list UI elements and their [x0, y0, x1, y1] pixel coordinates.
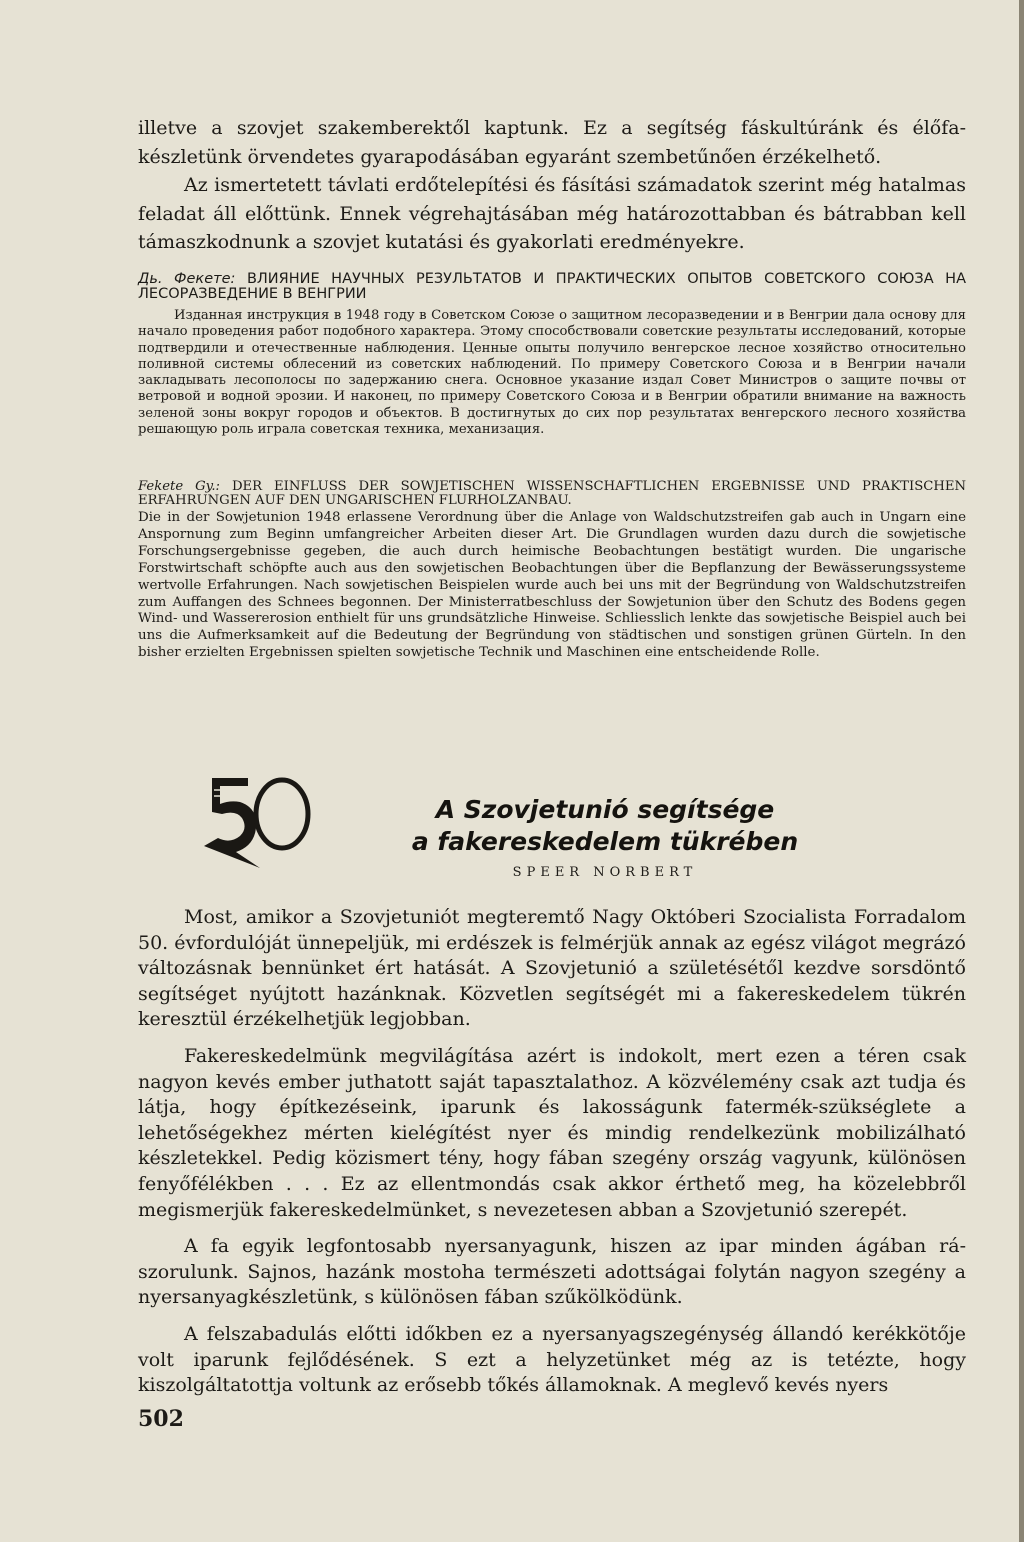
- article-paragraph-2: Fakereskedelmünk megvilágítása azért is indokolt, mert ezen a téren csak nagyon kevés ember juthatott saját tapasztalathoz. A közvélemény csak azt tudja és látja, hogy építkezéseink, iparunk és lakosságunk fatermék-szükséglete a lehetőségekhez mérten kielégítést nyer és mindig rendelkezünk mobilizálható készletekkel. Pedig közismert tény, hogy fában szegény ország vagyunk, különösen fenyőfélékben . . . Ez az ellentmondás csak akkor érthető meg, ha közelebbről megismerjük fakereskedelmünket, s nevezetesen abban a Szovjetunió szerepét.: [138, 1044, 966, 1221]
- fifty-anniversary-logo-icon: [200, 772, 318, 872]
- german-abstract: [138, 480, 966, 662]
- russian-abstract-title: ВЛИЯНИЕ НАУЧНЫХ РЕЗУЛЬТАТОВ И ПРАКТИЧЕСКИХ ОПЫТОВ СОВЕТСКОГО СОЮЗА НА ЛЕСОРАЗВЕДЕНИЕ В ВЕНГРИИ: [138, 271, 967, 302]
- article-header: [200, 772, 966, 882]
- german-abstract-heading: [138, 480, 966, 507]
- german-abstract-title: DER EINFLUSS DER SOWJETISCHEN WISSENSCHAFTLICHEN ERGEBNISSE UND PRAKTISCHEN ERFAHRUNGEN AUF DEN UNGARISCHEN FLURHOLZANBAU.: [138, 479, 966, 508]
- article-body: [138, 905, 966, 1410]
- russian-abstract-author: Дь. Фекете:: [138, 271, 236, 287]
- intro-paragraph-1: illetve a szovjet szakemberektől kaptunk. Ez a segítség fáskultúránk és élőfakészletünk örvendetes gyarapodásában egyaránt szembetűnően érzékelhető.: [138, 117, 966, 168]
- page-number: 502: [138, 1406, 184, 1432]
- russian-abstract-heading: [138, 272, 966, 302]
- russian-abstract: [138, 272, 966, 438]
- german-abstract-author: Fekete Gy.:: [138, 479, 220, 494]
- german-abstract-body: Die in der Sowjetunion 1948 erlassene Verordnung über die Anlage von Waldschutzstreifen gab auch in Ungarn eine Anspornung zum Beginn umfangreicher Arbeiten dieser Art. Die Grundlagen wurden dazu durch die sowjetische Forschungsergebnisse gegeben, die auch durch heimische Beobachtungen bestätigt wurden. Die ungarische Forstwirtschaft schöpfte auch aus den sowjetischen Beobachtungen über die Bepflanzung der Bewässerungssysteme wertvolle Erfahrungen. Nach sowjetischen Beispielen wurde auch bei uns mit der Begründung von Waldschutzstreifen zum Auffangen des Schnees begonnen. Der Ministerratbeschluss der Sowjetunion über den Schutz des Bodens gegen Wind- und Wassererosion enthielt für uns grundsätzliche Hinweise. Schliesslich lenkte das sowjetische Beispiel auch bei uns die Aufmerksamkeit auf die Bedeutung der Begründung von städtischen und sonstigen grünen Gürteln. In den bisher erzielten Ergebnissen spielten sowjetische Technik und Maschinen eine entscheidende Rolle.: [138, 510, 966, 661]
- russian-abstract-body: Изданная инструкция в 1948 году в Советском Союзе о защитном лесоразведении и в Венгрии дала основу для начало проведения работ подобного характера. Этому способствовали советские результаты исследований, которые подтвердили и отечественные наблюдения. Ценные опыты получило венгерское лесное хозяйство относительно поливной системы облесений из советских наблюдений. По примеру Советского Союза и в Венгрии начали закладывать лесополосы по задержанию снега. Основное указание издал Совет Министров о защите почвы от ветровой и водной эрозии. И наконец, по примеру Советского Союза и в Венгрии обратили внимание на важность зеленой зоны вокруг городов и объектов. В достигнутых до сих пор результатах венгерского лесного хозяйства решающую роль играла советская техника, механизация.: [138, 308, 966, 438]
- article-paragraph-3: A fa egyik legfontosabb nyersanyagunk, hiszen az ipar minden ágában rászorulunk. Sajnos, hazánk mostoha természeti adottságai folytán nagyon szegény a nyersanyagkészletünk, s különösen fában szűkölködünk.: [138, 1235, 966, 1309]
- article-paragraph-1: Most, amikor a Szovjetuniót megteremtő Nagy Októberi Szocialista Forradalom 50. évfordulóját ünnepeljük, mi erdészek is felmérjük annak az egész világot megrázó változásnak bennünket ért hatását. A Szovjetunió a születésétől kezdve sorsdöntő segítséget nyújtott hazánknak. Közvetlen segítségét mi a fakereskedelem tükrén keresztül érzékelhetjük legjobban.: [138, 906, 966, 1031]
- article-paragraph-4: A felszabadulás előtti időkben ez a nyersanyagszegénység állandó kerékkötője volt iparunk fejlődésének. S ezt a helyzetünket még az is tetézte, hogy kiszolgáltatottja voltunk az erősebb tőkés államoknak. A meglevő kevés nyers: [138, 1322, 966, 1397]
- article-title-line-1: A Szovjetunió segítsége: [435, 795, 775, 824]
- intro-text: [138, 114, 966, 257]
- article-author: SPEER NORBERT: [512, 865, 698, 880]
- article-title: [380, 794, 830, 858]
- article-title-line-2: a fakereskedelem tükrében: [411, 827, 799, 856]
- page-edge-divider: [1019, 0, 1024, 1542]
- intro-paragraph-2: Az ismertetett távlati erdőtelepítési és fásítási számadatok szerint még hatalmas feladat áll előttünk. Ennek végrehajtásában még határozottabban és bátrabban kell támaszkodnunk a szovjet kutatási és gyakorlati eredményekre.: [138, 174, 966, 253]
